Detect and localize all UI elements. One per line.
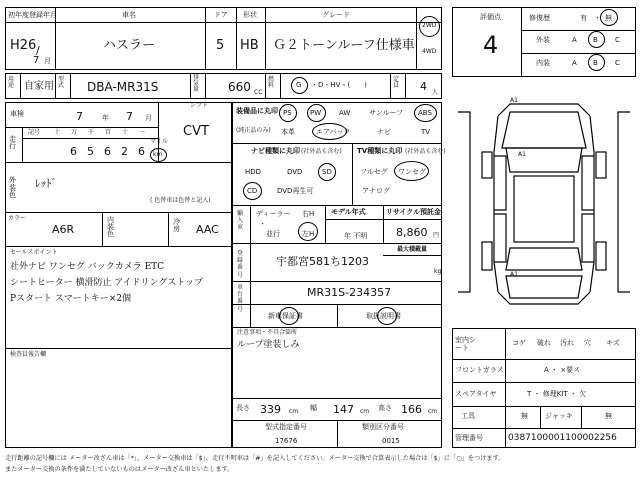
drive-4wd: 4WD [422,48,437,55]
interior-grade-label: 内装 [536,59,550,67]
mileage-digit-1: 6 [70,145,77,158]
restore-label: 修復歴 [529,14,550,22]
mileage-digit-5: 6 [138,145,145,158]
mileage-head-ichi: 一 [139,129,146,136]
height-label: 高さ [378,404,392,412]
mileage-head-hyaku: 百 [105,129,112,136]
interior-grade-c: C [615,59,620,67]
registration-label: 登録番号 [237,250,244,279]
equip-navi: ナビ [377,128,391,136]
shape-label: 形状 [243,11,257,19]
interior-seat-label: 室内シート [455,336,476,353]
mileage-label: 走行 [9,135,16,150]
max-load-label: 最大積載量 [397,246,428,253]
navi-type-sub: (社外品も含む) [301,148,342,155]
reg-month-slash: / [36,44,40,57]
equip-ps: PS [283,109,292,117]
diagram-label-a1-top: A1 [510,97,518,104]
tv-analog: アナログ [362,187,390,195]
shape-value: HB [240,38,259,53]
tools-value: 無 [521,412,528,420]
reg-month-unit: 月 [44,57,51,65]
mileage-head-juu: 十 [122,129,129,136]
sales-line-2: シートヒーター 横滑防止 アイドリングストップ [10,278,204,288]
shift-value: CVT [183,124,209,139]
ac-label: 冷房 [173,218,180,233]
equip-sunroof: サンルーフ [369,109,404,117]
capacity-label: 定員 [393,76,400,89]
grade-label: グレード [322,11,350,19]
exterior-grade-label: 外装 [536,36,550,44]
mileage-digit-2: 5 [87,145,94,158]
width-unit: cm [360,408,370,415]
usage-label: 用途 [8,76,15,89]
seat-dirt: 汚れ [560,339,574,347]
restore-no: 無 [605,14,612,22]
fuel-options: ・D・HV・( ) [311,81,367,89]
management-label: 管理番号 [455,434,483,442]
seat-scorch: コゲ [512,339,526,347]
chassis-value: MR31S-234357 [307,286,392,299]
inspection-label: 車検 [10,110,24,118]
reg-year: H26 [10,38,37,53]
diagram-label-a1-rear: A1 [510,271,518,278]
inspection-year-unit: 年 [102,114,109,122]
length-value: 339 [260,403,281,416]
management-value: 0387100001100002256 [508,433,617,443]
seat-tear: 破れ [537,339,551,347]
mileage-digit-4: 2 [121,145,128,158]
recycle-unit: 円 [433,232,440,239]
doors-value: 5 [216,38,225,53]
equip-abs: ABS [418,109,432,117]
restore-dash: ・ [594,14,601,22]
exterior-color-label: 外装色 [9,176,16,200]
recycle-value: 8,860 [396,226,428,239]
exterior-grade-a: A [572,36,577,44]
usage-value: 自家用 [24,81,54,92]
model-value: DBA-MR31S [87,80,159,94]
diagram-label-a1-mid: A1 [518,151,526,158]
equip-tv: TV [421,128,431,136]
import-left-hand: 左H [302,230,315,238]
navi-dvd-playback: DVD再生可 [277,187,314,195]
ac-value: AAC [196,223,219,236]
exterior-color-note: ( 色替車は色替と記入) [150,197,211,204]
car-damage-diagram [452,92,636,314]
color-code-label: カラー [8,215,27,222]
interior-color-label: 内装色 [107,216,114,238]
footer-line-1: 走行距離の記号欄には メーター改ざん車は「*」、メーター交換車は「$」、走行不明車は「#」を記入してください。メーター交換で合算表示した場合は「$」に「○」をつけます。 [5,455,505,462]
color-code-value: A6R [52,223,75,236]
jack-value: 無 [605,412,612,420]
score-label: 評価点 [480,13,501,21]
displacement-value: 660 [228,80,251,94]
navi-type-label: ナビ種類に丸印 [251,147,300,155]
navi-dvd: DVD [287,168,303,176]
type-number-label: 型式指定番号 [265,423,307,431]
model-year-value: 年 不明 [344,232,368,240]
displacement-label: 排気量 [193,74,200,93]
new-warranty-label: 新車保証書 [268,312,303,320]
exterior-grade-c: C [615,36,620,44]
mileage-km: km [153,151,163,158]
interior-grade-b: B [593,59,598,67]
reg-year-label: 初年度登録年月 [8,11,57,19]
shift-label: シフト [190,102,209,109]
navi-sd: SD [322,168,332,176]
notes-label: 注意事項・不具合箇所 [237,329,298,336]
max-load-unit: kg [434,268,442,275]
score-value: 4 [483,31,499,59]
class-number-label: 類別区分番号 [362,423,404,431]
car-name-label: 車名 [122,11,136,19]
registration-value: 宇都宮581ち1203 [276,255,369,268]
equipment-sub: (純正品のみ) [236,127,271,134]
equip-pw: PW [310,109,322,117]
interior-grade-a: A [572,59,577,67]
height-value: 166 [401,403,422,416]
chassis-label: 車台番号 [237,284,244,313]
mileage-head-10: 十 [54,129,61,136]
exterior-grade-b: B [593,36,598,44]
navi-cd: CD [247,187,258,195]
fuel-g: G [296,81,302,89]
grade-value: Ｇ２トーンルーフ仕様車 [273,38,415,53]
inspection-month-unit: 月 [145,114,152,122]
import-label: 輸入車 [237,210,244,232]
import-right-hand: 右H [302,210,315,218]
navi-hdd: HDD [245,168,262,176]
footer-line-2: またメーター交換の条件を満たしていないものはメーター改ざん車といたします。 [5,466,234,473]
mileage-head-symbol: 記号 [28,129,41,136]
length-label: 長さ [236,404,250,412]
tools-label: 工具 [461,412,475,420]
mileage-head-man: 万 [71,129,78,136]
import-parallel: 並行 [266,230,280,238]
car-name: ハスラー [103,38,156,53]
tv-type-sub: (社外品も含む) [405,148,446,155]
recycle-label: リサイクル預託金 [386,208,442,216]
class-number-value: 0015 [382,437,400,445]
tv-type-label: TV種類に丸印 [357,147,403,155]
equip-aw: AW [339,109,351,117]
type-number-value: 17676 [275,437,298,445]
manual-label: 取扱説明書 [366,312,401,320]
fuel-label: 燃料 [268,76,275,89]
spare-tire-label: スペアタイヤ [455,390,497,398]
tv-fullseg: フルセグ [360,168,388,176]
equip-leather: 本革 [281,128,295,136]
reg-month: 7 [33,55,40,66]
length-unit: cm [289,408,299,415]
tv-oneseg: ワンセグ [398,168,426,176]
width-label: 幅 [310,404,317,412]
mileage-head-mile: マイル [150,138,168,145]
height-unit: cm [428,408,438,415]
import-dealer: ディーラー [256,210,291,218]
equipment-label: 装備品に丸印 [236,107,278,115]
mileage-head-sen: 千 [88,129,95,136]
seat-scratch: キズ [606,339,620,347]
equip-airbag: エアバック [316,128,351,136]
front-glass-value: A ・ ×要ス [544,366,581,374]
drive-2wd: 2WD [422,22,437,29]
cc-unit: CC [254,89,263,96]
capacity-value: 4 [420,80,427,93]
notes-value: ループ塗装しみ [237,340,300,350]
model-label: 型式 [58,76,65,89]
model-year-label: モデル年式 [331,208,366,216]
doors-label: ドア [214,11,228,19]
restore-yes: 有 [580,14,587,22]
seat-hole: 穴 [584,339,591,347]
sales-points-label: セールスポイント [10,249,58,256]
mileage-digit-3: 6 [104,145,111,158]
capacity-unit: 人 [432,89,439,96]
inspector-note-label: 検査員報告欄 [10,351,47,358]
sales-line-1: 社外ナビ ワンセグ バックカメラ ETC [10,262,165,272]
jack-label: ジャッキ [545,412,573,420]
left-panel [5,102,232,448]
inspection-month: 7 [126,110,133,123]
width-value: 147 [333,403,354,416]
import-dot: ・ [259,220,266,228]
inspection-year: 7 [76,110,83,123]
front-glass-label: フロントガラス [455,366,504,374]
exterior-color-value: ﾚｯﾄﾞ [35,177,57,190]
spare-tire-value: T ・ 修理KIT ・ 欠 [527,390,587,398]
sales-line-3: Pスタート スマートキー×2個 [10,294,132,304]
